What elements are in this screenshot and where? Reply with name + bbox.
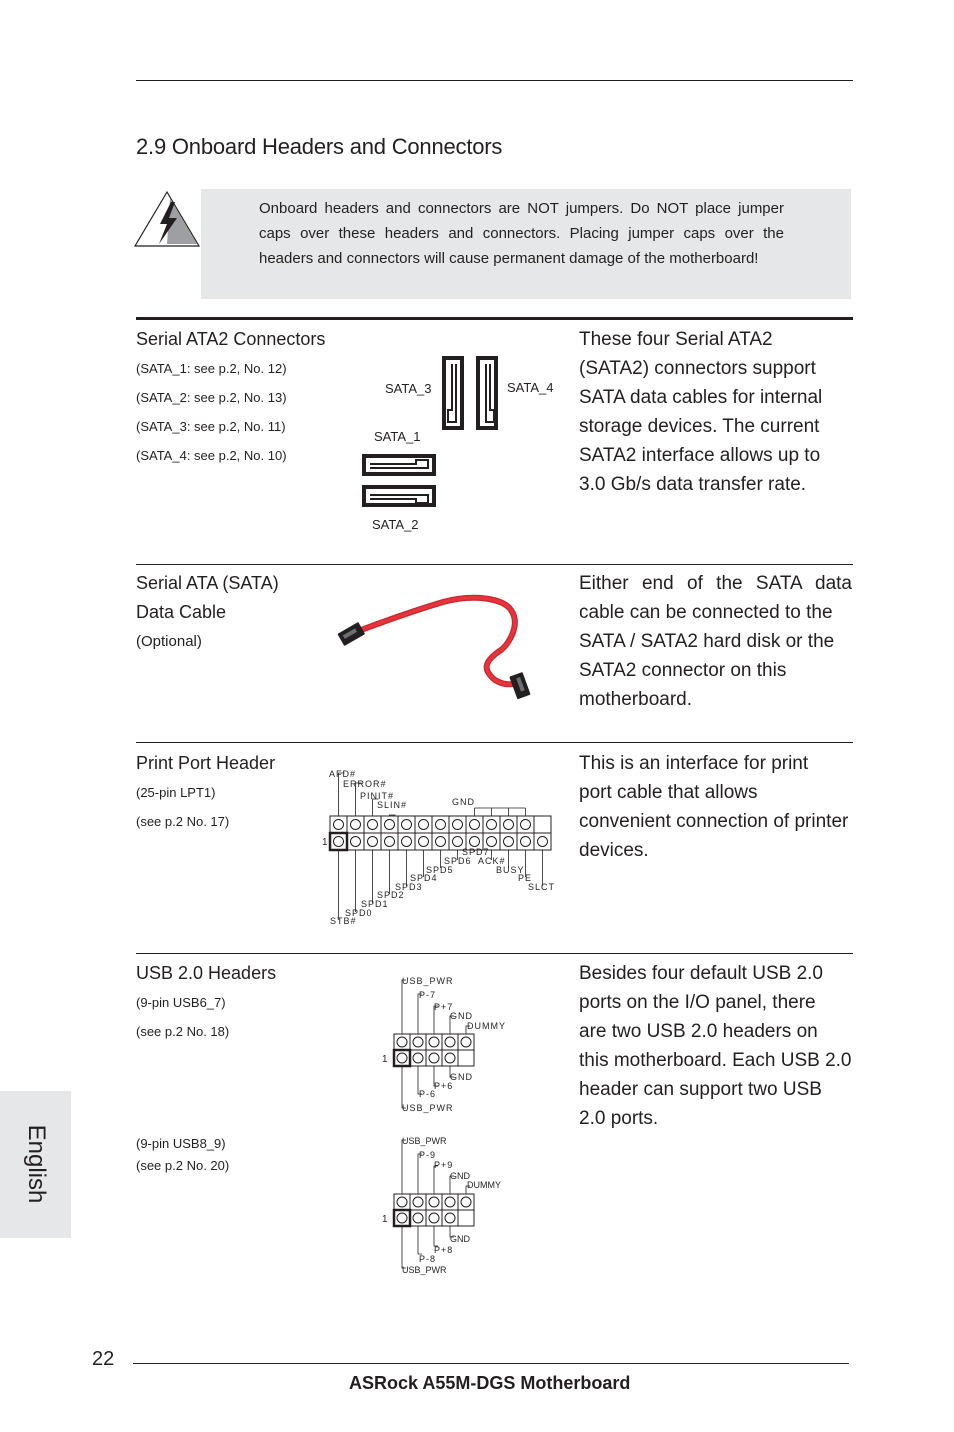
lpt-label-spd4: SPD4 (410, 873, 438, 883)
lpt-label-stb: STB# (330, 916, 357, 926)
desc-line: this motherboard. Each USB 2.0 (579, 1050, 852, 1071)
lpt-label-pe: PE (518, 873, 533, 883)
lpt-pin (500, 816, 517, 833)
usb-description (579, 959, 852, 1133)
usb-pin (442, 1050, 458, 1066)
sata3-port-label: SATA_3 (385, 381, 432, 396)
print-port-label: Print Port Header (136, 753, 276, 773)
sata2-description (579, 325, 852, 499)
lpt-pin (381, 816, 398, 833)
usb-leader-line (402, 980, 406, 1034)
sata-cable-label-2: Data Cable (136, 602, 227, 622)
desc-line: This is an interface for print (579, 753, 809, 774)
usb-leader-line (434, 1226, 438, 1246)
desc-line: SATA2 interface allows up to (579, 445, 821, 466)
usb-leader-line (402, 1140, 406, 1194)
usb-p-minus-bottom-label: P-6 (419, 1089, 437, 1099)
usb-gnd-bottom-label: GND (450, 1234, 470, 1244)
usb-leader-line (434, 1166, 438, 1194)
print-port-ref: (see p.2 No. 17) (136, 814, 230, 829)
sata-cable-optional: (Optional) (136, 633, 202, 650)
usb-pin (426, 1210, 442, 1226)
lpt-label-spd6: SPD6 (444, 856, 472, 866)
lpt-label-spd3: SPD3 (395, 882, 423, 892)
usb-pin (426, 1050, 442, 1066)
desc-line: storage devices. The current (579, 416, 820, 437)
usb-p-minus-bottom-label: P-8 (419, 1254, 437, 1264)
print-port-header-diagram (320, 762, 560, 937)
usb-leader-line (402, 1066, 406, 1108)
lpt-label-error: ERROR# (343, 779, 387, 789)
usb2-pins: (9-pin USB8_9) (136, 1136, 226, 1151)
lpt-pin (347, 816, 364, 833)
usb-p-plus-label: P+7 (434, 1002, 454, 1012)
usb-pwr-top-label: USB_PWR (402, 1136, 447, 1146)
section-rule (136, 317, 853, 320)
usb-pwr-bottom-label: USB_PWR (402, 1103, 454, 1113)
sata3-ref: (SATA_3: see p.2, No. 11) (136, 419, 286, 434)
language-side-tab-label: English (23, 1124, 50, 1204)
usb-leader-line (418, 1154, 422, 1194)
lpt-pin (483, 816, 500, 833)
desc-line: 3.0 Gb/s data transfer rate. (579, 474, 807, 495)
desc-line: These four Serial ATA2 (579, 329, 773, 350)
usb-dummy-label: DUMMY (467, 1180, 501, 1190)
usb8-9-header-diagram (378, 1132, 528, 1287)
sata4-ref: (SATA_4: see p.2, No. 10) (136, 448, 287, 463)
top-rule (136, 80, 853, 81)
desc-line: motherboard. (579, 689, 693, 710)
divider (136, 953, 853, 954)
lpt-pin (432, 816, 449, 833)
usb-p-plus-bottom-label: P+8 (434, 1245, 454, 1255)
lpt-label-spd1: SPD1 (361, 899, 389, 909)
usb-pin (442, 1034, 458, 1050)
pin-one-label: 1 (382, 1054, 388, 1065)
section-title: 2.9 Onboard Headers and Connectors (136, 134, 503, 159)
desc-line: are two USB 2.0 headers on (579, 1021, 818, 1042)
desc-line: SATA / SATA2 hard disk or the (579, 631, 835, 652)
desc-line: port cable that allows (579, 782, 758, 803)
usb-pwr-bottom-label: USB_PWR (402, 1265, 447, 1275)
usb-pin (410, 1194, 426, 1210)
lpt-label-gnd: GND (452, 797, 475, 807)
lpt-pin (534, 816, 551, 833)
pin-one-label: 1 (322, 837, 328, 848)
usb-pin (458, 1194, 474, 1210)
desc-line: ports on the I/O panel, there (579, 992, 816, 1013)
lpt-pin (330, 833, 347, 850)
usb-p-minus-label: P-7 (419, 990, 437, 1000)
usb-p-minus-label: P-9 (419, 1150, 437, 1160)
usb-pin (394, 1210, 410, 1226)
usb-dummy-label: DUMMY (467, 1021, 506, 1031)
lpt-label-spd0: SPD0 (345, 908, 373, 918)
desc-line: Either end of the SATA data (579, 573, 852, 594)
usb-leader-line (418, 994, 422, 1034)
sata3-connector (442, 356, 464, 430)
lpt-pin (534, 833, 551, 850)
usb2-ref: (see p.2 No. 20) (136, 1158, 230, 1173)
desc-line: header can support two USB (579, 1079, 822, 1100)
usb-gnd-top-label: GND (450, 1171, 470, 1181)
sata1-connector (362, 454, 436, 476)
desc-line: Besides four default USB 2.0 (579, 963, 823, 984)
lpt-label-spd2: SPD2 (377, 890, 405, 900)
lpt-pin (398, 816, 415, 833)
usb-pin (410, 1034, 426, 1050)
usb-leader-line (418, 1226, 422, 1254)
lpt-label-spd7: SPD7 (462, 847, 490, 857)
sata1-port-label: SATA_1 (374, 429, 421, 444)
sata2-port-label: SATA_2 (372, 517, 419, 532)
lpt-pin (347, 833, 364, 850)
usb-pin (426, 1034, 442, 1050)
desc-line: SATA data cables for internal (579, 387, 823, 408)
lpt-label-afd: AFD# (329, 769, 357, 779)
lpt-label-slin: SLIN# (377, 800, 408, 810)
sata4-connector (476, 356, 498, 430)
usb1-ref: (see p.2 No. 18) (136, 1024, 230, 1039)
usb-pin (394, 1034, 410, 1050)
usb6-7-header-diagram (378, 972, 528, 1127)
usb-pin (442, 1194, 458, 1210)
lpt-label-busy: BUSY (496, 865, 525, 875)
usb-gnd-bottom-label: GND (450, 1072, 473, 1082)
page-number: 22 (92, 1348, 115, 1370)
sata1-ref: (SATA_1: see p.2, No. 12) (136, 361, 287, 376)
usb-pin (458, 1034, 474, 1050)
lpt-pin (466, 816, 483, 833)
lpt-pin (330, 816, 347, 833)
desc-line: convenient connection of printer (579, 811, 849, 832)
warning-text: Onboard headers and connectors are NOT jumpers. Do NOT place jumper caps over these headers and connectors. Placing jumper caps over the headers and connectors will cause permanent damage of the motherboard! (259, 200, 784, 267)
lpt-pin (500, 833, 517, 850)
usb-gnd-top-label: GND (450, 1011, 473, 1021)
lpt-pin (364, 816, 381, 833)
desc-line: (SATA2) connectors support (579, 358, 816, 379)
lpt-pin (415, 816, 432, 833)
lpt-pin (449, 816, 466, 833)
lpt-pin (432, 833, 449, 850)
desc-line: SATA2 connector on this (579, 660, 787, 681)
usb-pin (410, 1210, 426, 1226)
sata4-port-label: SATA_4 (507, 380, 554, 395)
lpt-pin (364, 833, 381, 850)
usb-pin (458, 1210, 474, 1226)
lpt-label-slct: SLCT (528, 882, 556, 892)
sata2-connector (362, 485, 436, 507)
usb-pin (426, 1194, 442, 1210)
usb-pin (394, 1050, 410, 1066)
footer-rule (133, 1363, 849, 1364)
sata-cable-description (579, 569, 852, 714)
desc-line: devices. (579, 840, 649, 861)
lpt-label-pinit: PINIT# (360, 791, 395, 801)
sata-cable-image (333, 588, 543, 713)
usb-pin (442, 1210, 458, 1226)
usb-pwr-top-label: USB_PWR (402, 976, 454, 986)
lpt-pin (381, 833, 398, 850)
divider (136, 742, 853, 743)
desc-line: 2.0 ports. (579, 1108, 659, 1129)
sata2-ref: (SATA_2: see p.2, No. 13) (136, 390, 287, 405)
footer-title: ASRock A55M-DGS Motherboard (349, 1373, 631, 1393)
lpt-pin (517, 833, 534, 850)
desc-line: cable can be connected to the (579, 602, 833, 623)
usb-pin (394, 1194, 410, 1210)
sata-cable-label: Serial ATA (SATA) (136, 573, 279, 593)
pin-one-label: 1 (382, 1214, 388, 1225)
warning-lightning-icon (133, 186, 203, 255)
lpt-label-ack: ACK# (478, 856, 506, 866)
usb-p-plus-bottom-label: P+6 (434, 1081, 454, 1091)
print-port-pins: (25-pin LPT1) (136, 785, 216, 800)
usb-p-plus-label: P+9 (434, 1160, 454, 1170)
sata2-label: Serial ATA2 Connectors (136, 329, 326, 349)
lpt-pin (517, 816, 534, 833)
usb-pin (458, 1050, 474, 1066)
usb-pin (410, 1050, 426, 1066)
lpt-pin (415, 833, 432, 850)
lpt-pin (398, 833, 415, 850)
usb-leader-line (402, 1226, 406, 1268)
divider (136, 564, 853, 565)
lpt-label-spd5: SPD5 (426, 865, 454, 875)
usb1-pins: (9-pin USB6_7) (136, 995, 226, 1010)
print-port-description (579, 749, 852, 865)
usb-label: USB 2.0 Headers (136, 963, 277, 983)
